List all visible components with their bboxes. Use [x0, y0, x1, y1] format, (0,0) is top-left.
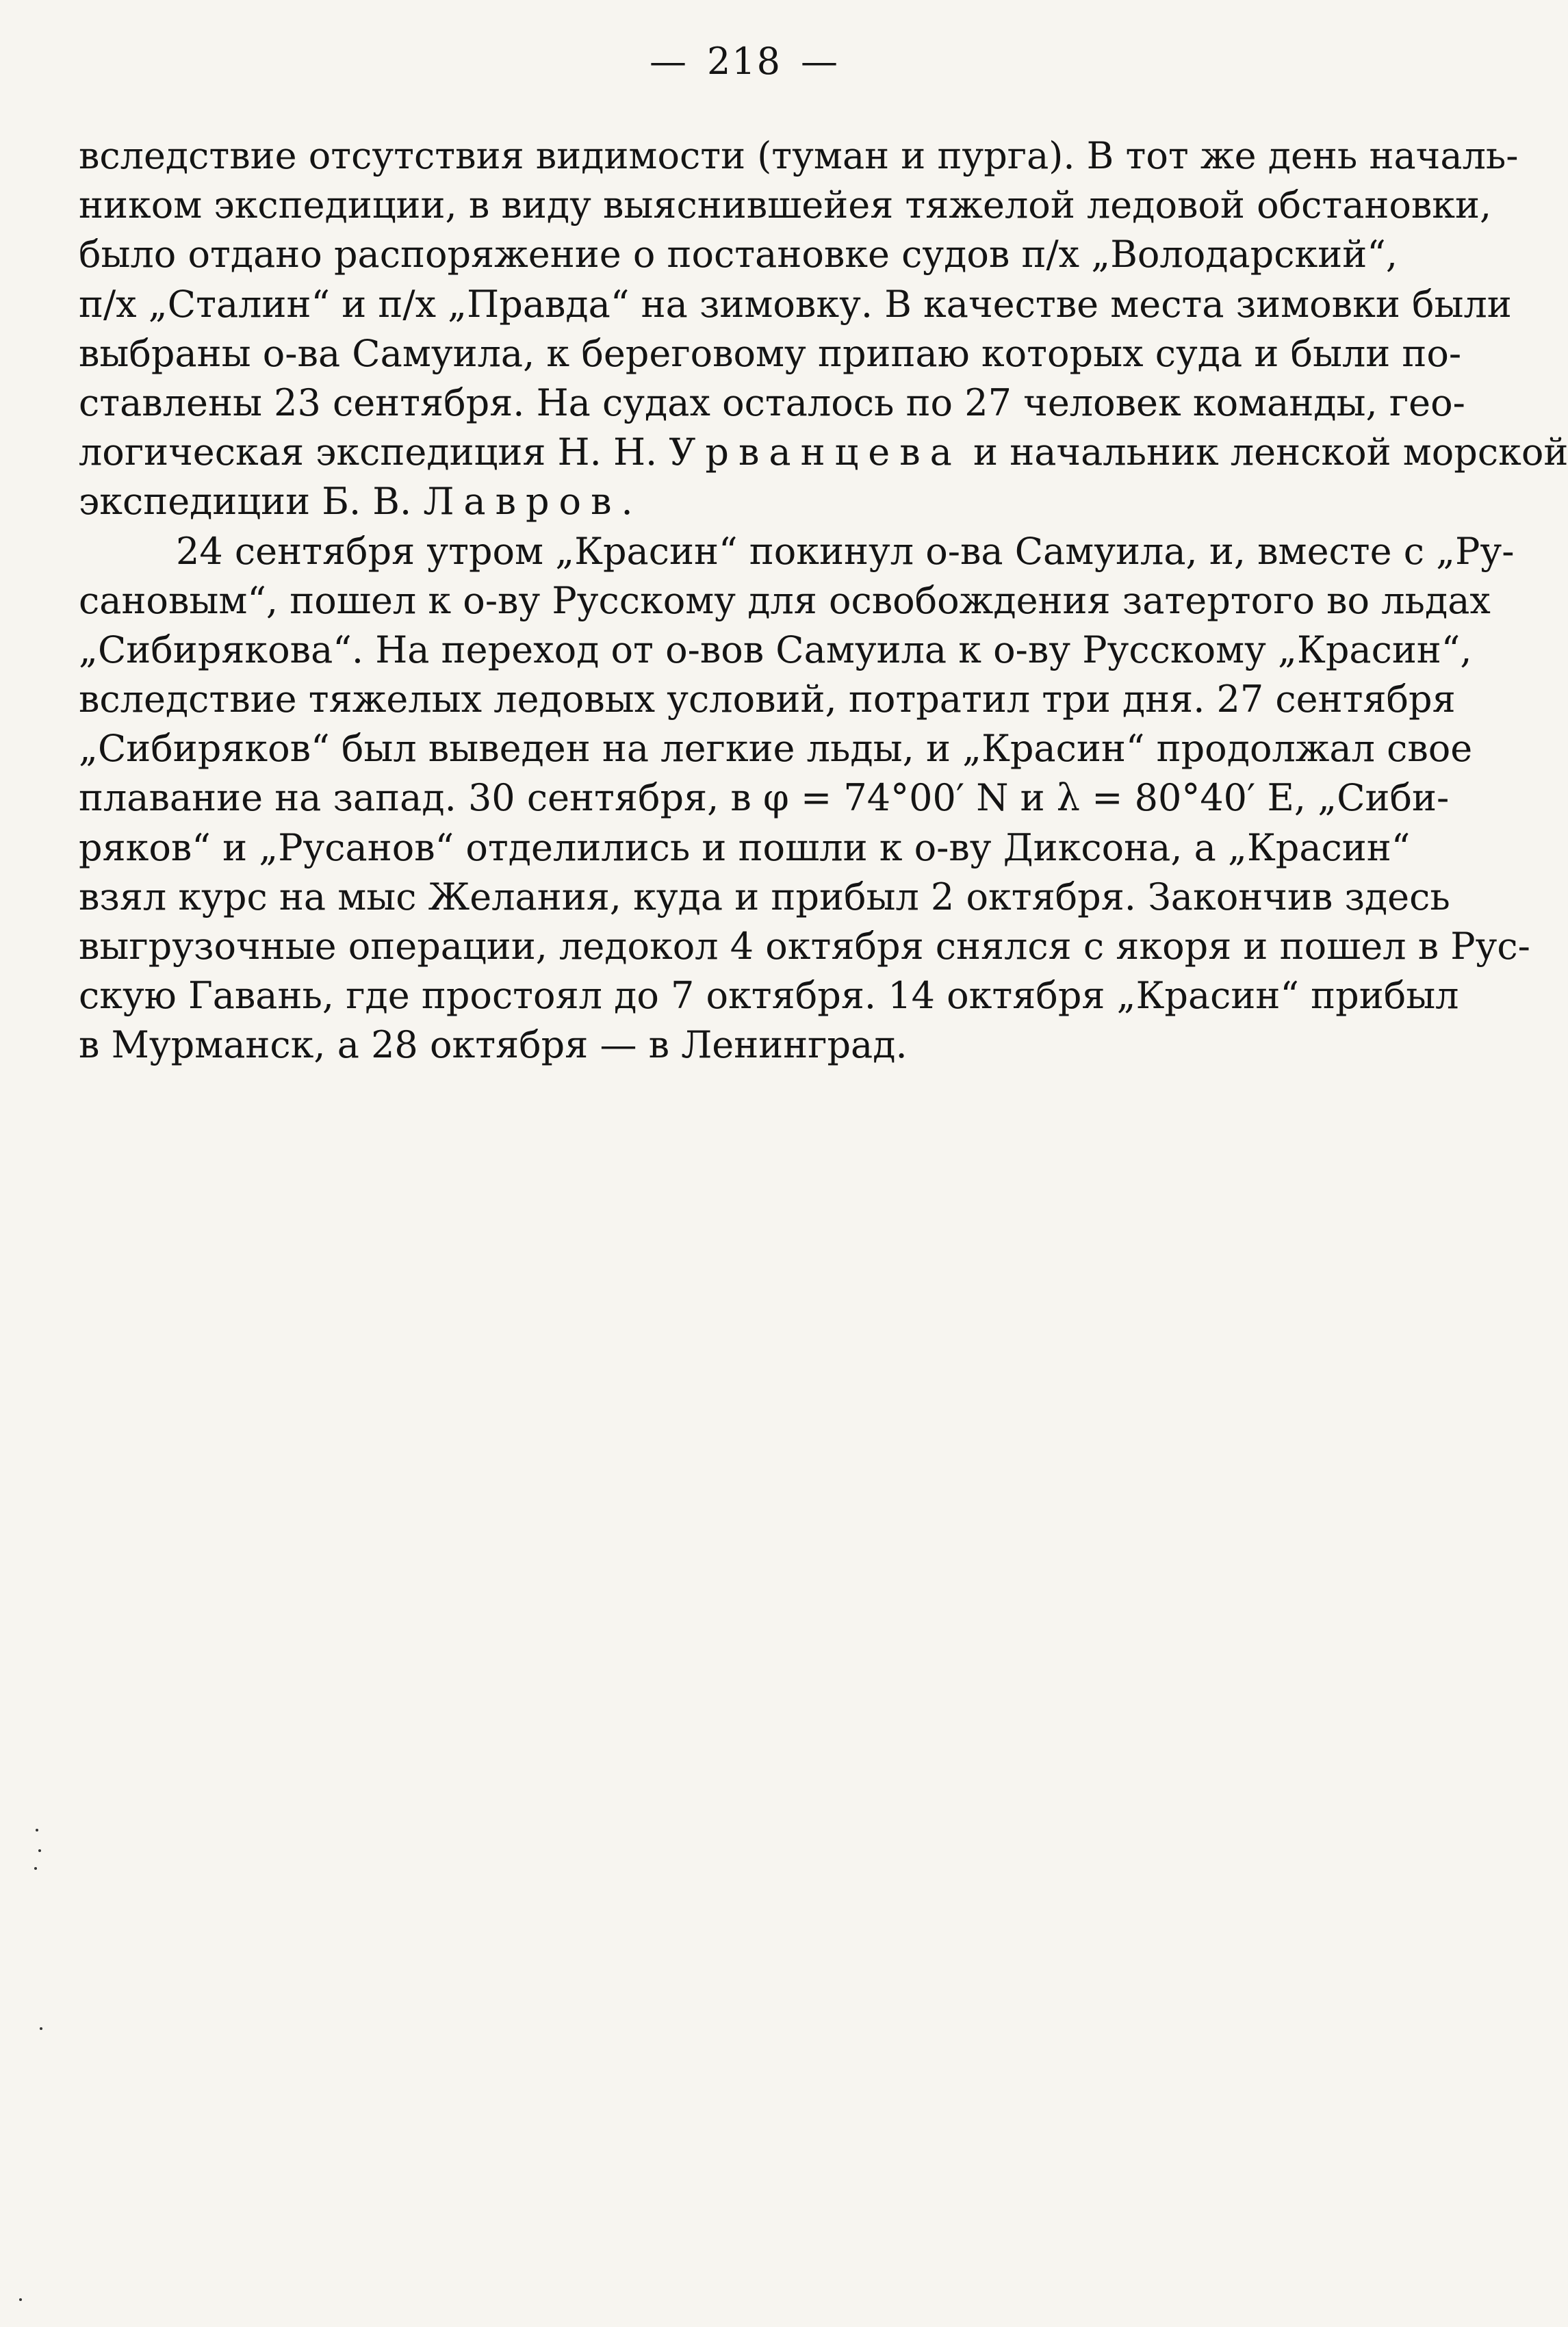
- text-segment: и начальник ленской морской: [961, 430, 1568, 474]
- text-line: сановым“, пошел к о-ву Русскому для освобождения затертого во льдах: [79, 578, 1491, 622]
- paragraph-2: [79, 527, 1530, 1070]
- body-text: [79, 131, 1568, 1070]
- text-line: 24 сентября утром „Красин“ покинул о-ва Самуила, и, вместе с „Ру-: [176, 529, 1515, 573]
- page-number-header: [0, 40, 1489, 83]
- text-line: плавание на запад. 30 сентября, в φ = 74°00′ N и λ = 80°40′ E, „Сиби-: [79, 776, 1450, 820]
- text-line: скую Гавань, где простоял до 7 октября. 14 октября „Красин“ прибыл: [79, 974, 1459, 1018]
- text-line: [79, 477, 1489, 526]
- text-line: „Сибирякова“. На переход от о-вов Самуила к о-ву Русскому „Красин“,: [79, 628, 1472, 671]
- text-line: ником экспедиции, в виду выяснившейея тяжелой ледовой обстановки,: [79, 183, 1492, 227]
- scan-speck: [38, 1849, 41, 1852]
- name-spaced-lavrov: Лавров: [423, 480, 621, 524]
- text-line: вследствие отсутствия видимости (туман и пурга). В тот же день началь-: [79, 134, 1519, 177]
- scan-speck: [36, 1829, 38, 1831]
- paragraph-1: [79, 131, 1568, 527]
- text-line: ставлены 23 сентября. На судах осталось по 27 человек команды, гео-: [79, 381, 1465, 424]
- scan-speck: [19, 2298, 22, 2301]
- text-line: выбраны о-ва Самуила, к береговому припаю которых суда и были по-: [79, 331, 1462, 375]
- text-segment: логическая экспедиция Н. Н.: [79, 430, 669, 474]
- text-line: вследствие тяжелых ледовых условий, потратил три дня. 27 сентября: [79, 678, 1456, 721]
- text-segment: экспедиции Б. В.: [79, 480, 424, 524]
- text-line: „Сибиряков“ был выведен на легкие льды, и „Красин“ продолжал свое: [79, 727, 1473, 771]
- text-line: выгрузочные операции, ледокол 4 октября снялся с якоря и пошел в Рус-: [79, 925, 1530, 968]
- text-line: взял курс на мыс Желания, куда и прибыл 2 октября. Закончив здесь: [79, 875, 1450, 918]
- text-segment: .: [621, 480, 633, 524]
- text-line: [79, 428, 1568, 477]
- header-dash-left: —: [649, 40, 688, 83]
- text-line: п/х „Сталин“ и п/х „Правда“ на зимовку. В качестве места зимовки были: [79, 282, 1512, 326]
- scan-speck: [34, 1867, 37, 1870]
- header-dash-right: —: [801, 40, 840, 83]
- text-line: ряков“ и „Русанов“ отделились и пошли к о-ву Диксона, а „Красин“: [79, 825, 1411, 869]
- page-number: 218: [706, 40, 782, 83]
- text-line: в Мурманск, а 28 октября — в Ленинград.: [79, 1023, 908, 1067]
- scan-speck: [40, 2027, 42, 2030]
- name-spaced-urvantsev: Урванцева: [669, 430, 962, 474]
- text-line: было отдано распоряжение о постановке судов п/х „Володарский“,: [79, 233, 1398, 277]
